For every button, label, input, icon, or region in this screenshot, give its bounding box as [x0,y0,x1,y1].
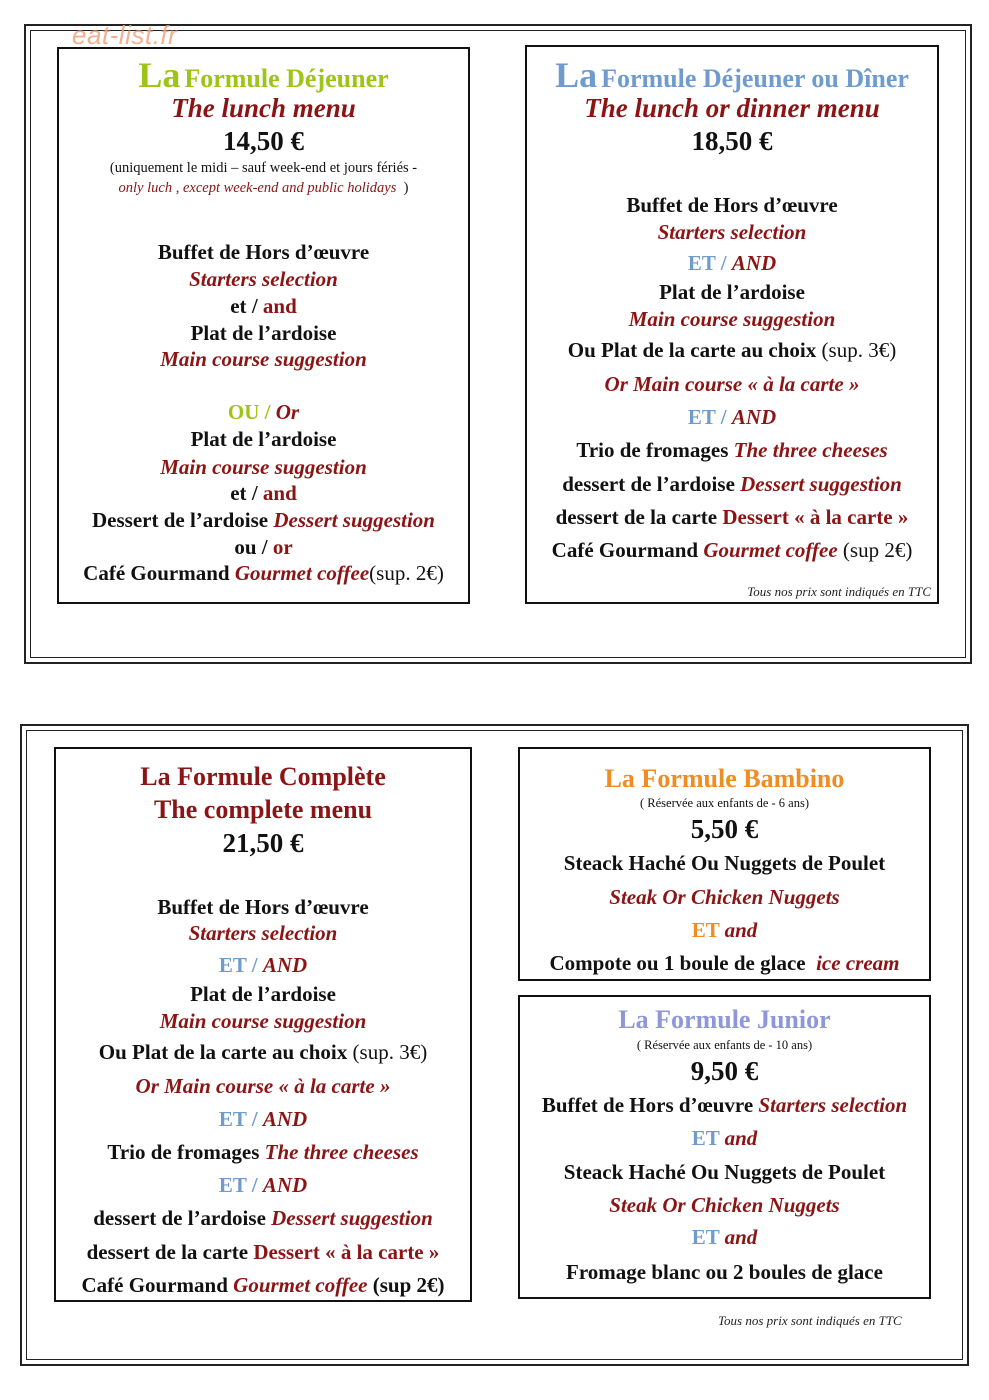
complete-et-and-2 [56,1109,470,1130]
lunch-plat: Plat de l’ardoise [190,321,337,345]
bambino-note: ( Réservée aux enfants de - 6 ans) [639,796,810,810]
dessert-carte-en: Dessert « à la carte » [253,1240,440,1264]
complete-dessert [56,1208,470,1229]
slash: / [251,1107,258,1131]
complete-starters: Starters selection [188,921,338,945]
slash: / [251,294,258,318]
lunch-note-fr: (uniquement le midi – sauf week-end et jours fériés - [109,160,418,176]
and: AND [262,1107,308,1131]
lunch-dinner-price: 18,50 € [691,126,773,156]
lunch-dinner-trio [527,440,937,461]
et: ET [691,918,720,942]
dessert-carte-fr: dessert de la carte [555,505,718,529]
lunch-dinner-plat: Plat de l’ardoise [659,280,805,304]
junior-item-en: Steak Or Chicken Nuggets [609,1193,840,1217]
complete-main: Main course suggestion [159,1009,367,1033]
and: AND [731,405,777,429]
et: ET [218,1173,247,1197]
slash: / [720,405,727,429]
slash: / [251,953,258,977]
bambino-item-en: Steak Or Chicken Nuggets [609,885,840,909]
complete-subtitle: The complete menu [153,795,373,824]
junior-menu-box [518,995,931,1299]
lunch-dinner-title [527,57,937,93]
lunch-dinner-dessert-carte [527,507,937,528]
bambino-title: La Formule Bambino [604,764,845,793]
and: and [724,1225,758,1249]
et: ET [691,1126,720,1150]
ttc-note-top: Tous nos prix sont indiqués en TTC [747,584,931,599]
complete-trio [56,1142,470,1163]
trio-en: The three cheeses [733,438,888,462]
cafe-fr: Café Gourmand [551,538,699,562]
bambino-compote [520,953,929,974]
lunch-et-and-2 [59,483,468,504]
compote-fr: Compote ou 1 boule de glace [549,951,806,975]
junior-et-and-1 [520,1128,929,1149]
compote-en: ice cream [816,951,900,975]
et: ET [691,1225,720,1249]
lunch-et: et [230,294,247,318]
lunch-dinner-subtitle: The lunch or dinner menu [584,93,880,123]
lunch-dessert-fr: Dessert de l’ardoise [92,508,269,532]
lunch-dessert [59,510,468,531]
et: ET [218,1107,247,1131]
et: ET [218,953,247,977]
lunch-and: and [262,294,297,318]
lunch-main: Main course suggestion [160,347,367,371]
cafe-sup: (sup 2€) [372,1273,445,1297]
lunch-dinner-main: Main course suggestion [628,307,836,331]
dessert-fr: dessert de l’ardoise [562,472,735,496]
and: AND [262,1173,308,1197]
lunch-main2: Main course suggestion [160,455,367,479]
slash: / [264,400,271,424]
complete-menu-box [54,747,472,1302]
lunch-note-en-text: only luch , except week-end and public holidays [118,180,397,196]
complete-price: 21,50 € [222,828,304,858]
ou-plat-sup: (sup. 3€) [352,1040,428,1064]
trio-fr: Trio de fromages [576,438,729,462]
slash: / [261,535,268,559]
complete-title: La Formule Complète [140,762,386,791]
trio-en: The three cheeses [264,1140,419,1164]
lunch-et2: et [230,481,247,505]
complete-dessert-carte [56,1242,470,1263]
lunch-dinner-ou-plat [527,340,937,361]
lunch-title [59,57,468,93]
cafe-sup: (sup 2€) [842,538,913,562]
complete-et-and-1 [56,955,470,976]
ou-plat-sup: (sup. 3€) [821,338,897,362]
lunch-price: 14,50 € [223,126,304,156]
lunch-starters: Starters selection [189,267,338,291]
cafe-en: Gourmet coffee [233,1273,368,1297]
lunch-dinner-et-and-1 [527,253,937,274]
and: AND [262,953,308,977]
lunch-cafe-sup: (sup. 2€) [369,561,444,585]
lunch-subtitle: The lunch menu [171,93,356,123]
lunch-title-la: La [138,55,181,95]
lunch-or-small: or [272,535,293,559]
junior-fromage: Fromage blanc ou 2 boules de glace [566,1260,883,1284]
et: ET [687,405,716,429]
lunch-note-en [59,181,468,196]
junior-note: ( Réservée aux enfants de - 10 ans) [636,1038,813,1052]
slash: / [251,481,258,505]
lunch-menu-box [57,47,470,604]
cafe-en: Gourmet coffee [703,538,838,562]
lunch-note-close: ) [403,180,409,196]
dessert-en: Dessert suggestion [271,1206,433,1230]
and: AND [731,251,777,275]
lunch-cafe-en: Gourmet coffee [234,561,370,585]
junior-item-fr: Steack Haché Ou Nuggets de Poulet [563,1160,886,1184]
lunch-or: Or [275,400,300,424]
bambino-price: 5,50 € [690,814,759,844]
complete-buffet: Buffet de Hors d’œuvre [157,895,369,919]
lunch-cafe-fr: Café Gourmand [83,561,230,585]
lunch-dinner-et-and-2 [527,407,937,428]
lunch-cafe [59,563,468,584]
complete-ou-plat [56,1042,470,1063]
cafe-fr: Café Gourmand [81,1273,228,1297]
ttc-note-bottom: Tous nos prix sont indiqués en TTC [718,1313,902,1328]
complete-or-main: Or Main course « à la carte » [135,1074,391,1098]
and: and [724,1126,758,1150]
complete-plat: Plat de l’ardoise [190,982,336,1006]
dessert-en: Dessert suggestion [740,472,902,496]
lunch-dinner-dessert [527,474,937,495]
lunch-ou-or-2 [59,537,468,558]
lunch-dinner-cafe [527,540,937,561]
lunch-dinner-title-rest: Formule Déjeuner ou Dîner [601,64,909,93]
bambino-et-and [520,920,929,941]
buffet-fr: Buffet de Hors d’œuvre [541,1093,754,1117]
junior-title: La Formule Junior [618,1005,831,1034]
junior-price: 9,50 € [690,1056,759,1086]
complete-cafe [56,1275,470,1296]
dessert-fr: dessert de l’ardoise [93,1206,266,1230]
lunch-ou-or [59,402,468,423]
complete-et-and-3 [56,1175,470,1196]
bambino-menu-box [518,747,931,981]
lunch-ou-small: ou [234,535,257,559]
lunch-buffet: Buffet de Hors d’œuvre [157,240,370,264]
lunch-dinner-menu-box [525,45,939,604]
lunch-dinner-title-la: La [555,55,598,95]
ou-plat: Ou Plat de la carte au choix [98,1040,348,1064]
dessert-carte-en: Dessert « à la carte » [722,505,909,529]
lunch-title-rest: Formule Déjeuner [184,64,389,93]
dessert-carte-fr: dessert de la carte [86,1240,249,1264]
ou-plat: Ou Plat de la carte au choix [567,338,817,362]
slash: / [251,1173,258,1197]
lunch-dinner-starters: Starters selection [657,220,807,244]
trio-fr: Trio de fromages [107,1140,260,1164]
slash: / [720,251,727,275]
buffet-en: Starters selection [758,1093,908,1117]
lunch-ou: OU [227,400,260,424]
watermark: eat-list.fr [72,20,178,50]
lunch-et-and [59,296,468,317]
junior-et-and-2 [520,1227,929,1248]
bambino-item-fr: Steack Haché Ou Nuggets de Poulet [563,851,886,875]
lunch-dinner-buffet: Buffet de Hors d’œuvre [626,193,838,217]
lunch-dessert-en: Dessert suggestion [273,508,435,532]
lunch-dinner-or-main: Or Main course « à la carte » [604,372,860,396]
and: and [724,918,758,942]
lunch-and2: and [262,481,297,505]
junior-buffet [520,1095,929,1116]
et: ET [687,251,716,275]
lunch-plat2: Plat de l’ardoise [190,427,337,451]
